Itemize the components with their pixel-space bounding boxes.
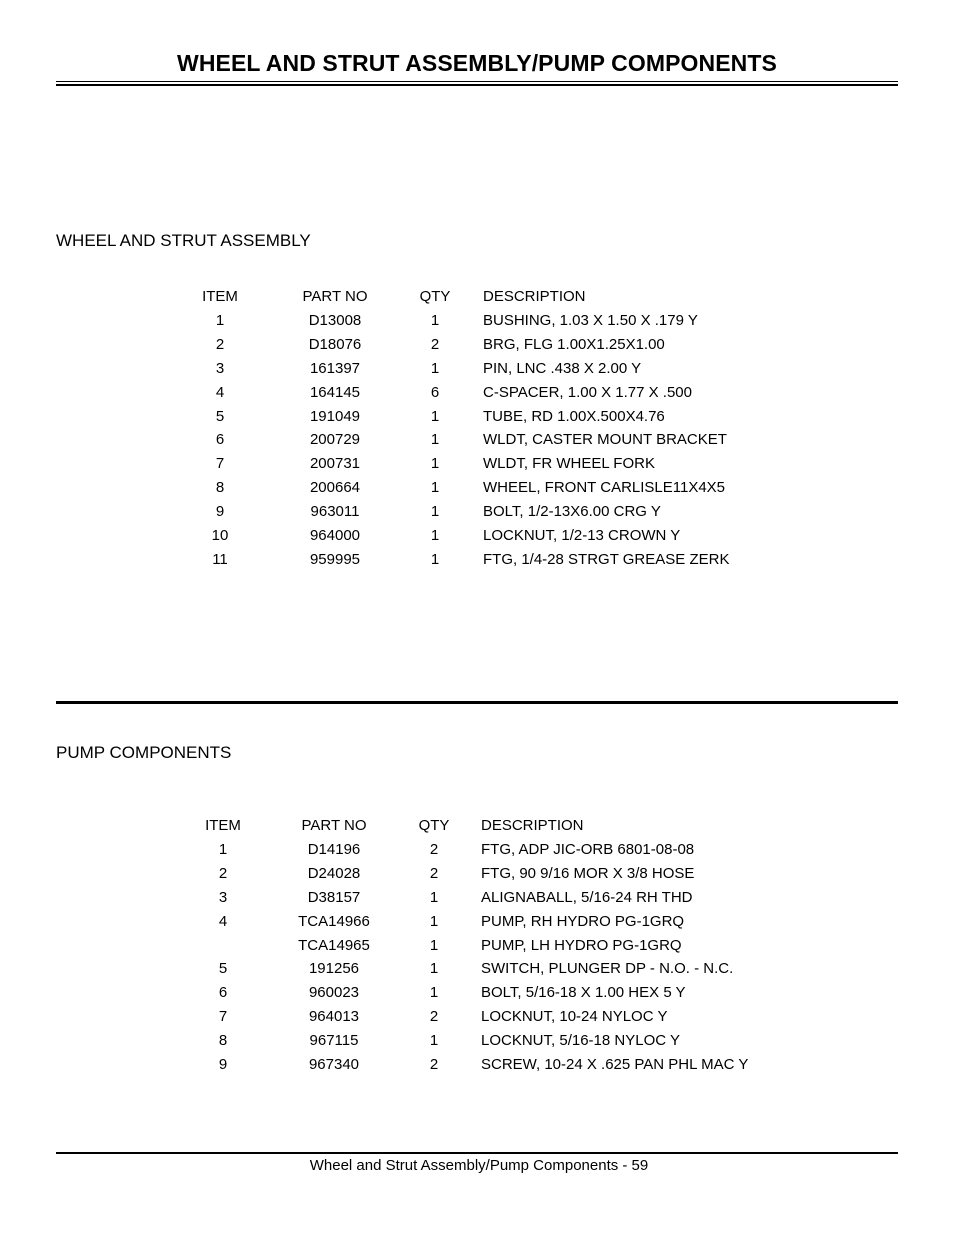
cell-item: 5 <box>215 407 225 425</box>
cell-part-no: D13008 <box>308 311 362 329</box>
cell-item: 1 <box>218 840 228 858</box>
cell-qty: 6 <box>430 383 440 401</box>
cell-part-no: D14196 <box>307 840 361 858</box>
cell-description: PUMP, RH HYDRO PG-1GRQ <box>481 912 685 930</box>
cell-qty: 1 <box>430 407 440 425</box>
cell-part-no: 963011 <box>310 503 360 521</box>
page-title: WHEEL AND STRUT ASSEMBLY/PUMP COMPONENTS <box>177 50 777 76</box>
cell-qty: 1 <box>430 455 440 473</box>
cell-qty: 2 <box>429 1056 439 1073</box>
cell-description: LOCKNUT, 10-24 NYLOC Y <box>481 1008 668 1026</box>
col-header-description: DESCRIPTION <box>481 817 584 834</box>
footer-rule <box>56 1152 898 1154</box>
cell-part-no: 191049 <box>309 407 361 425</box>
cell-item: 8 <box>215 479 225 497</box>
cell-item: 2 <box>215 335 225 353</box>
cell-part-no: 200729 <box>309 431 361 449</box>
cell-description: ALIGNABALL, 5/16-24 RH THD <box>481 888 693 906</box>
cell-qty: 1 <box>430 527 440 544</box>
cell-part-no: 200664 <box>309 479 361 497</box>
cell-description: PUMP, LH HYDRO PG-1GRQ <box>481 936 682 954</box>
title-rule <box>56 81 898 86</box>
cell-part-no: 964000 <box>309 527 361 544</box>
cell-qty: 1 <box>429 1032 439 1050</box>
cell-description: BUSHING, 1.03 X 1.50 X .179 Y <box>483 311 698 329</box>
cell-part-no: 964013 <box>308 1008 360 1026</box>
cell-qty: 2 <box>429 1008 439 1026</box>
cell-qty: 1 <box>430 359 440 377</box>
cell-part-no: D38157 <box>307 888 361 906</box>
cell-description: LOCKNUT, 5/16-18 NYLOC Y <box>481 1032 680 1050</box>
cell-qty: 1 <box>430 479 440 497</box>
cell-part-no: TCA14966 <box>298 912 370 930</box>
cell-part-no: 960023 <box>308 984 360 1002</box>
section-title-pump-components: PUMP COMPONENTS <box>56 743 232 762</box>
cell-description: C-SPACER, 1.00 X 1.77 X .500 <box>483 383 692 401</box>
cell-description: FTG, 90 9/16 MOR X 3/8 HOSE <box>481 864 695 882</box>
cell-description: BOLT, 1/2-13X6.00 CRG Y <box>483 503 661 521</box>
cell-part-no: 967115 <box>309 1032 359 1050</box>
cell-qty: 1 <box>430 431 440 449</box>
cell-item: 3 <box>215 359 225 377</box>
cell-description: BRG, FLG 1.00X1.25X1.00 <box>483 335 665 353</box>
cell-item: 4 <box>218 912 228 930</box>
cell-qty: 2 <box>430 335 440 353</box>
cell-qty: 1 <box>429 912 439 930</box>
cell-item: 2 <box>218 864 228 882</box>
cell-part-no: 967340 <box>308 1056 360 1073</box>
footer-text: Wheel and Strut Assembly/Pump Components - 59 <box>309 1157 649 1174</box>
section-title-wheel-strut: WHEEL AND STRUT ASSEMBLY <box>56 231 311 250</box>
cell-description: LOCKNUT, 1/2-13 CROWN Y <box>483 527 681 544</box>
cell-part-no: 164145 <box>309 383 361 401</box>
cell-item: 4 <box>215 383 225 401</box>
col-header-item: ITEM <box>205 817 241 834</box>
cell-description: PIN, LNC .438 X 2.00 Y <box>483 359 642 377</box>
col-header-qty: QTY <box>419 288 451 305</box>
cell-description: BOLT, 5/16-18 X 1.00 HEX 5 Y <box>481 984 686 1002</box>
cell-item: 7 <box>218 1008 228 1026</box>
cell-item: 6 <box>215 431 225 449</box>
cell-description: WLDT, FR WHEEL FORK <box>483 455 655 473</box>
cell-part-no: D24028 <box>307 864 361 882</box>
cell-description: SWITCH, PLUNGER DP - N.O. - N.C. <box>481 960 734 978</box>
cell-item: 9 <box>218 1056 228 1073</box>
cell-item: 5 <box>218 960 228 978</box>
cell-part-no: D18076 <box>308 335 362 353</box>
cell-description: FTG, ADP JIC-ORB 6801-08-08 <box>481 840 695 858</box>
cell-qty: 2 <box>429 864 439 882</box>
cell-item: 10 <box>211 527 229 544</box>
cell-qty: 1 <box>429 960 439 978</box>
cell-description: FTG, 1/4-28 STRGT GREASE ZERK <box>483 550 730 568</box>
cell-item: 7 <box>215 455 225 473</box>
cell-item: 9 <box>215 503 225 521</box>
cell-part-no: 191256 <box>308 960 360 978</box>
cell-part-no: 200731 <box>309 455 361 473</box>
col-header-part: PART NO <box>302 288 368 305</box>
cell-item: 8 <box>218 1032 228 1050</box>
cell-part-no: 161397 <box>309 359 361 377</box>
cell-item: 3 <box>218 888 228 906</box>
cell-description: WHEEL, FRONT CARLISLE11X4X5 <box>483 479 726 497</box>
cell-item: 11 <box>212 550 228 568</box>
cell-qty: 1 <box>430 503 440 521</box>
cell-qty: 1 <box>429 984 439 1002</box>
page-footer <box>0 1157 954 1174</box>
cell-qty: 1 <box>430 550 440 568</box>
cell-item: 6 <box>218 984 228 1002</box>
cell-qty: 1 <box>429 888 439 906</box>
cell-part-no: TCA14965 <box>298 936 370 954</box>
col-header-qty: QTY <box>418 817 450 834</box>
cell-qty: 1 <box>430 311 440 329</box>
cell-description: TUBE, RD 1.00X.500X4.76 <box>483 407 665 425</box>
cell-item: 1 <box>215 311 225 329</box>
cell-part-no: 959995 <box>309 550 361 568</box>
col-header-description: DESCRIPTION <box>483 288 586 305</box>
cell-qty: 2 <box>429 840 439 858</box>
col-header-part: PART NO <box>301 817 367 834</box>
cell-description: WLDT, CASTER MOUNT BRACKET <box>483 431 727 449</box>
col-header-item: ITEM <box>202 288 238 305</box>
cell-qty: 1 <box>429 936 439 954</box>
cell-description: SCREW, 10-24 X .625 PAN PHL MAC Y <box>481 1056 749 1073</box>
section-divider <box>56 701 898 704</box>
